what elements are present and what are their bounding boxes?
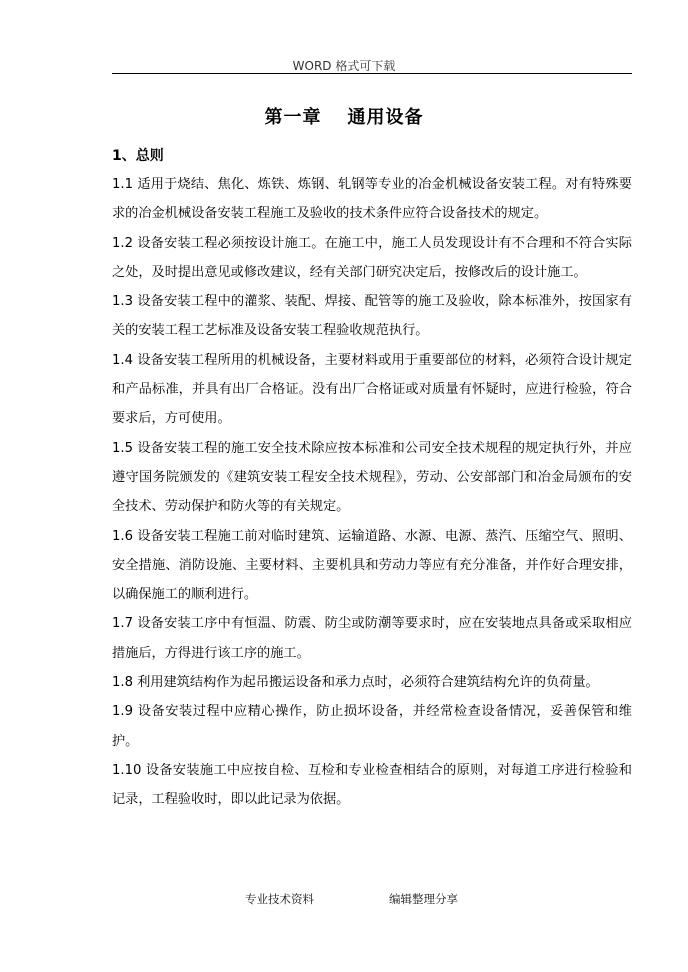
chapter-number: 第一章: [264, 107, 322, 128]
chapter-title: [0, 103, 688, 129]
paragraph-1-9: 1.9 设备安装过程中应精心操作，防止损坏设备，并经常检查设备情况，妥善保管和维护。: [112, 704, 632, 749]
paragraph-1-5: 1.5 设备安装工程的施工安全技术除应按本标准和公司安全技术规程的规定执行外，并应遵守国务院颁发的《建筑安装工程安全技术规程》，劳动、公安部部门和冶金局颁布的安全技术、劳动保护和防火等的有关规定。: [112, 440, 632, 515]
paragraph-1-3: 1.3 设备安装工程中的灌浆、装配、焊接、配管等的施工及验收，除本标准外，按国家有关的安装工程工艺标准及设备安装工程验收规范执行。: [112, 294, 632, 339]
section-heading: 1、总则: [112, 148, 164, 164]
header-divider: [112, 73, 632, 74]
page-header: WORD 格式可下载: [292, 59, 396, 73]
footer-right-text: 编辑整理分享: [389, 892, 458, 906]
paragraph-1-6: 1.6 设备安装工程施工前对临时建筑、运输道路、水源、电源、蒸汽、压缩空气、照明、安全措施、消防设施、主要材料、主要机具和劳动力等应有充分准备，并作好合理安排，以确保施工的顺利进行。: [112, 528, 632, 603]
paragraph-1-2: 1.2 设备安装工程必须按设计施工。在施工中，施工人员发现设计有不合理和不符合实际之处，及时提出意见或修改建议，经有关部门研究决定后，按修改后的设计施工。: [112, 235, 632, 280]
chapter-name: 通用设备: [347, 107, 424, 128]
paragraph-1-7: 1.7 设备安装工序中有恒温、防震、防尘或防潮等要求时，应在安装地点具备或采取相应措施后，方得进行该工序的施工。: [112, 616, 632, 661]
paragraph-1-1: 1.1 适用于烧结、焦化、炼铁、炼钢、轧钢等专业的冶金机械设备安装工程。对有特殊要求的冶金机械设备安装工程施工及验收的技术条件应符合设备技术的规定。: [112, 177, 632, 222]
paragraph-1-10: 1.10 设备安装施工中应按自检、互检和专业检查相结合的原则，对每道工序进行检验和记录，工程验收时，即以此记录为依据。: [112, 762, 632, 808]
paragraph-1-4: 1.4 设备安装工程所用的机械设备，主要材料或用于重要部位的材料，必须符合设计规定和产品标准，并具有出厂合格证。没有出厂合格证或对质量有怀疑时，应进行检验，符合要求后，方可使用。: [112, 352, 632, 427]
document-body: [112, 170, 632, 815]
paragraph-1-8: 1.8 利用建筑结构作为起吊搬运设备和承力点时，必须符合建筑结构允许的负荷量。: [112, 675, 599, 691]
footer-left-text: 专业技术资料: [245, 892, 314, 906]
